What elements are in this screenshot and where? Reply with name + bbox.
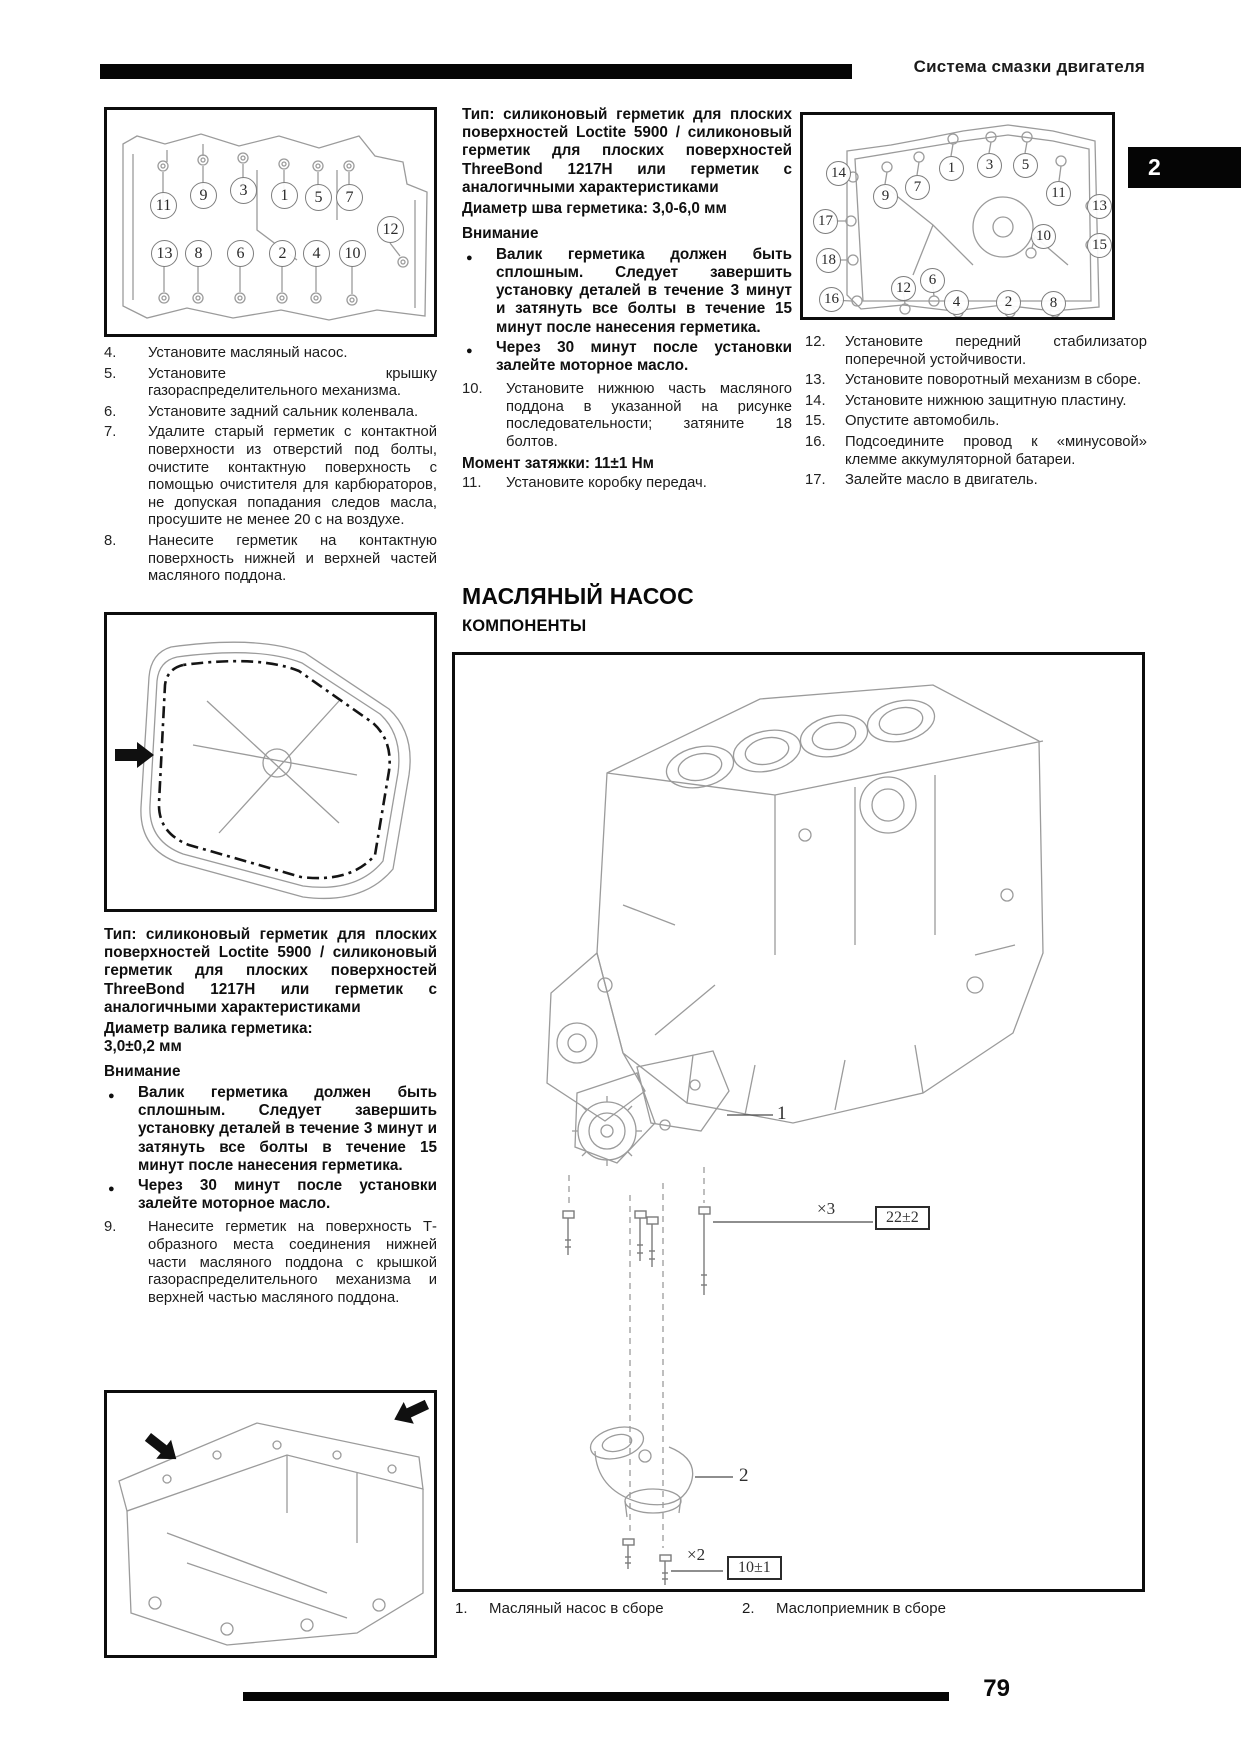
step-number: 6. — [104, 403, 117, 420]
legend-number: 2. — [742, 1600, 755, 1617]
middle-column — [462, 106, 792, 495]
step-text: Установите нижнюю часть масляного поддона в указанной на рисунке последовательности; затяните 18 болтов. — [506, 381, 792, 451]
figure-cover-bolt-sequence — [800, 112, 1115, 320]
bolt-number: 8 — [1041, 291, 1066, 316]
step-item — [805, 393, 1147, 411]
step-item — [104, 345, 437, 363]
step-item — [104, 424, 437, 530]
step-text: Установите масляный насос. — [148, 345, 348, 361]
step-item — [805, 372, 1147, 390]
bead-diameter-value: 3,0±0,2 мм — [104, 1038, 182, 1056]
bolt-number: 2 — [996, 290, 1021, 315]
steps-list-right — [805, 334, 1147, 493]
bolt-number: 6 — [227, 240, 254, 267]
step-number: 10. — [462, 381, 483, 398]
step-text: Установите поворотный механизм в сборе. — [845, 372, 1142, 389]
step-text: Удалите старый герметик с контактной поверхности из отверстий под болты, очистите контактную поверхность с помощью очистителя для карбюраторов, не допуская попадания следов масла, просушите не менее 20 с на воздухе. — [148, 424, 437, 529]
step-number: 7. — [104, 424, 117, 441]
step-number: 4. — [104, 345, 117, 361]
torque-box-10: 10±1 — [727, 1556, 782, 1580]
bolt-number: 9 — [873, 184, 898, 209]
step-item — [104, 404, 437, 422]
step-number: 15. — [805, 413, 826, 430]
legend-text: Масляный насос в сборе — [489, 1600, 664, 1617]
bolt-number: 17 — [813, 209, 838, 234]
bullet-text: Через 30 минут после установки залейте моторное масло. — [138, 1177, 437, 1213]
figure-tjoint-sealant — [104, 1390, 437, 1658]
seam-diameter-note: Диаметр шва герметика: 3,0-6,0 мм — [462, 200, 727, 218]
figure-pan-bolt-sequence — [104, 107, 437, 337]
section-subtitle: КОМПОНЕНТЫ — [462, 617, 587, 635]
attention-bullet — [462, 246, 792, 337]
bullet-text: Валик герметика должен быть сплошным. Следует завершить установку деталей в течение 3 минут и затянуть все болты в течение 15 минут после нанесения герметика. — [138, 1084, 437, 1174]
bolt-number: 16 — [819, 287, 844, 312]
bolt-number: 4 — [303, 240, 330, 267]
bullet-icon: ● — [466, 344, 473, 357]
bolt-number: 12 — [891, 276, 916, 301]
bolt-number: 7 — [905, 175, 930, 200]
step-item — [805, 472, 1147, 490]
step-text: Подсоедините провод к «минусовой» клемме аккумуляторной батареи. — [845, 433, 1147, 468]
sealant-pan-line-art — [107, 615, 434, 909]
step-item — [104, 1219, 437, 1307]
attention-heading: Внимание — [462, 225, 539, 243]
step-number: 13. — [805, 372, 826, 389]
bolt-number: 6 — [920, 268, 945, 293]
bolt-number: 11 — [150, 192, 177, 219]
bullet-text: Через 30 минут после установки залейте моторное масло. — [496, 338, 792, 375]
legend-text: Маслоприемник в сборе — [776, 1600, 946, 1617]
bolt-number: 13 — [1087, 194, 1112, 219]
page-title: Система смазки двигателя — [913, 57, 1145, 76]
bolt-number: 1 — [939, 156, 964, 181]
step-item — [462, 381, 792, 451]
bolt-number: 18 — [816, 248, 841, 273]
step-text: Установите коробку передач. — [506, 474, 707, 491]
step-text: Нанесите герметик на контактную поверхность нижней и верхней частей масляного поддона. — [148, 532, 437, 585]
bolt-number: 10 — [1031, 224, 1056, 249]
bolt-number: 3 — [230, 177, 257, 204]
step-item — [104, 366, 437, 401]
bolt-number: 14 — [826, 161, 851, 186]
bolt-number: 5 — [305, 184, 332, 211]
step-text: Установите нижнюю защитную пластину. — [845, 392, 1127, 409]
step-number: 14. — [805, 392, 826, 409]
chapter-tab-number: 2 — [1148, 154, 1161, 180]
step-item — [104, 533, 437, 586]
bolt-number: 11 — [1046, 181, 1071, 206]
bolt-number: 10 — [339, 240, 366, 267]
steps-list-left — [104, 345, 437, 589]
callout-oil-pickup: 2 — [739, 1465, 749, 1486]
bolt-number: 7 — [336, 184, 363, 211]
step-number: 17. — [805, 472, 826, 489]
step-number: 16. — [805, 433, 826, 450]
callout-oil-pump: 1 — [777, 1103, 787, 1124]
legend-number: 1. — [455, 1600, 468, 1617]
bullet-text: Валик герметика должен быть сплошным. Следует завершить установку деталей в течение 3 минут и затянуть все болты в течение 15 минут после нанесения герметика. — [496, 245, 792, 336]
attention-bullet — [462, 339, 792, 375]
step-item — [805, 434, 1147, 469]
attention-bullet — [104, 1177, 437, 1213]
pan-corner-line-art — [107, 1393, 434, 1655]
bolt-number: 13 — [151, 240, 178, 267]
bolt-number: 9 — [190, 182, 217, 209]
step-item — [805, 413, 1147, 431]
bolt-number: 5 — [1013, 153, 1038, 178]
cover-line-art — [803, 115, 1112, 317]
engine-block-line-art — [455, 655, 1142, 1589]
page-number: 79 — [983, 1675, 1010, 1702]
step-number: 11. — [462, 474, 482, 491]
bolt-number: 15 — [1087, 233, 1112, 258]
figure-oil-pump-components — [452, 652, 1145, 1592]
step-number: 8. — [104, 532, 117, 549]
figure-sealant-bead — [104, 612, 437, 912]
header-rule-bar — [100, 64, 852, 79]
step-text: Установите задний сальник коленвала. — [148, 403, 419, 420]
step-text: Установите крышку газораспределительного механизма. — [148, 365, 437, 400]
step-number: 5. — [104, 365, 117, 382]
attention-heading: Внимание — [104, 1063, 181, 1081]
legend-item-2 — [742, 1600, 1042, 1617]
step-text: Опустите автомобиль. — [845, 413, 1000, 430]
bolt-count-x3: ×3 — [817, 1199, 836, 1218]
bolt-number: 3 — [977, 153, 1002, 178]
step-number: 12. — [805, 334, 826, 350]
bullet-icon: ● — [108, 1090, 115, 1103]
sealant-type-note: Тип: силиконовый герметик для плоских поверхностей Loctite 5900 / силиконовый герметик для плоских поверхностей ThreeBond 1217H или герметик с аналогичными характеристиками — [462, 106, 792, 196]
torque-box-22: 22±2 — [875, 1206, 930, 1230]
step-item — [462, 475, 792, 493]
footer-rule-bar — [243, 1692, 949, 1701]
attention-bullet — [104, 1084, 437, 1175]
torque-note: Момент затяжки: 11±1 Нм — [462, 454, 654, 472]
step-text: Нанесите герметик на поверхность Т-образного места соединения нижней части масляного поддона с крышкой газораспределительного механизма и верхней частью масляного поддона. — [148, 1219, 437, 1306]
legend-item-1 — [455, 1600, 735, 1617]
step-item — [805, 334, 1147, 369]
bolt-number: 4 — [944, 290, 969, 315]
sealant-type-note: Тип: силиконовый герметик для плоских поверхностей Loctite 5900 / силиконовый герметик для плоских поверхностей ThreeBond 1217H или герметик с аналогичными характеристиками — [104, 926, 437, 1016]
step-text: Залейте масло в двигатель. — [845, 472, 1038, 489]
chapter-tab — [1128, 147, 1241, 188]
step-number: 9. — [104, 1219, 117, 1236]
step-text: Установите передний стабилизатор поперечной устойчивости. — [845, 334, 1147, 368]
bead-diameter-label: Диаметр валика герметика: — [104, 1020, 313, 1038]
bolt-number: 2 — [269, 240, 296, 267]
lower-left-column — [104, 926, 437, 1310]
bolt-number: 12 — [377, 216, 404, 243]
bolt-count-x2: ×2 — [687, 1545, 706, 1564]
bullet-icon: ● — [466, 251, 473, 264]
bolt-number: 1 — [271, 182, 298, 209]
section-title: МАСЛЯНЫЙ НАСОС — [462, 583, 694, 609]
bullet-icon: ● — [108, 1183, 115, 1196]
bolt-number: 8 — [185, 240, 212, 267]
